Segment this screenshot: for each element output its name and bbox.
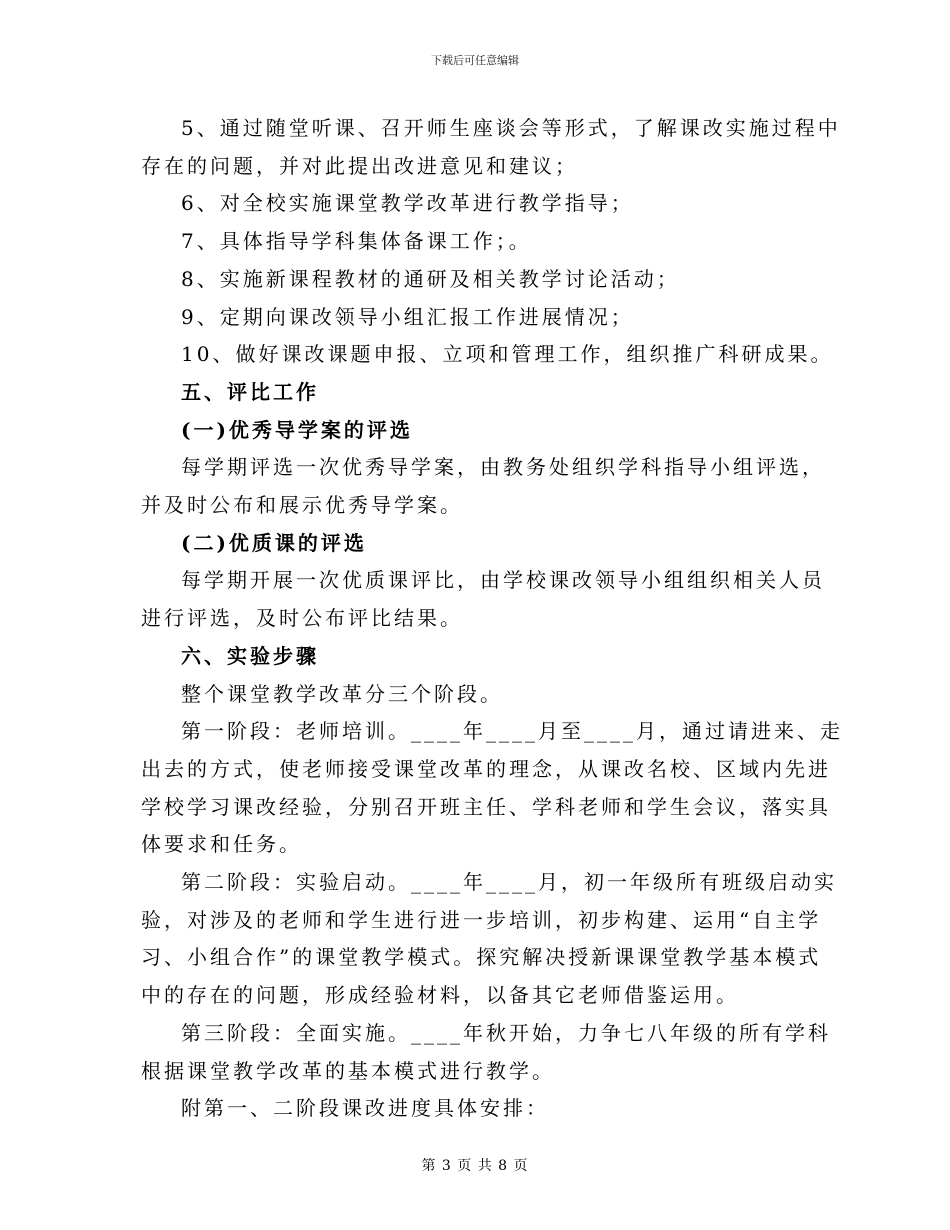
text-line: 出去的方式，使老师接受课堂改革的理念，从课改名校、区域内先进	[141, 756, 831, 781]
heading-text: 五、评比工作	[181, 379, 319, 404]
body-paragraph	[141, 713, 843, 864]
section-heading	[141, 374, 809, 412]
body-paragraph	[141, 864, 837, 1015]
text-line: 学校学习课改经验，分别召开班主任、学科老师和学生会议，落实具	[141, 794, 831, 819]
text-line: 7、具体指导学科集体备课工作；。	[181, 229, 532, 254]
text-line: 验，对涉及的老师和学生进行进一步培训，初步构建、运用“自主学	[141, 907, 822, 932]
text-line: 整个课堂教学改革分三个阶段。	[181, 681, 503, 706]
text-line: 8、实施新课程教材的通研及相关教学讨论活动；	[181, 266, 680, 291]
heading-text: (二)优质课的评选	[181, 530, 367, 555]
text-line: 6、对全校实施课堂教学改革进行教学指导；	[181, 191, 634, 216]
text-line: 每学期评选一次优秀导学案，由教务处组织学科指导小组评选，	[181, 455, 825, 480]
body-paragraph	[141, 562, 825, 637]
text-line: 第一阶段：老师培训。____年____月至____月，通过请进来、走	[181, 719, 843, 744]
page-number: 第 3 页 共 8 页	[421, 1158, 529, 1174]
text-line: 存在的问题，并对此提出改进意见和建议；	[141, 153, 578, 178]
subsection-heading	[141, 525, 809, 563]
body-paragraph	[141, 1015, 831, 1090]
list-item-7	[141, 223, 809, 261]
text-line: 并及时公布和展示优秀导学案。	[141, 493, 463, 518]
list-item-9	[141, 299, 809, 337]
text-line: 体要求和任务。	[141, 832, 302, 857]
text-line: 10、做好课改课题申报、立项和管理工作，组织推广科研成果。	[181, 342, 834, 367]
page-header-note: 下载后可任意编辑	[431, 54, 519, 67]
document-body	[141, 110, 843, 1128]
text-line: 进行评选，及时公布评比结果。	[141, 606, 463, 631]
text-line: 第二阶段：实验启动。____年____月，初一年级所有班级启动实	[181, 870, 837, 895]
text-line: 中的存在的问题，形成经验材料，以备其它老师借鉴运用。	[141, 983, 739, 1008]
list-item-10	[141, 336, 834, 374]
text-line: 习、小组合作”的课堂教学模式。探究解决授新课课堂教学基本模式	[141, 945, 822, 970]
list-item-6	[141, 185, 809, 223]
text-line: 5、通过随堂听课、召开师生座谈会等形式，了解课改实施过程中	[181, 116, 841, 140]
subsection-heading	[141, 412, 809, 450]
text-line: 根据课堂教学改革的基本模式进行教学。	[141, 1058, 555, 1083]
body-paragraph	[141, 1090, 809, 1128]
text-line: 每学期开展一次优质课评比，由学校课改领导小组组织相关人员	[181, 568, 825, 593]
text-line: 第三阶段：全面实施。____年秋开始，力争七八年级的所有学科	[181, 1020, 831, 1045]
body-paragraph	[141, 676, 809, 714]
text-line: 附第一、二阶段课改进度具体安排：	[181, 1096, 549, 1121]
heading-text: (一)优秀导学案的评选	[181, 417, 413, 442]
list-item-8	[141, 261, 809, 299]
list-item-5	[141, 110, 841, 185]
section-heading	[141, 638, 809, 676]
text-line: 9、定期向课改领导小组汇报工作进展情况；	[181, 304, 634, 329]
heading-text: 六、实验步骤	[181, 643, 319, 668]
body-paragraph	[141, 449, 825, 524]
